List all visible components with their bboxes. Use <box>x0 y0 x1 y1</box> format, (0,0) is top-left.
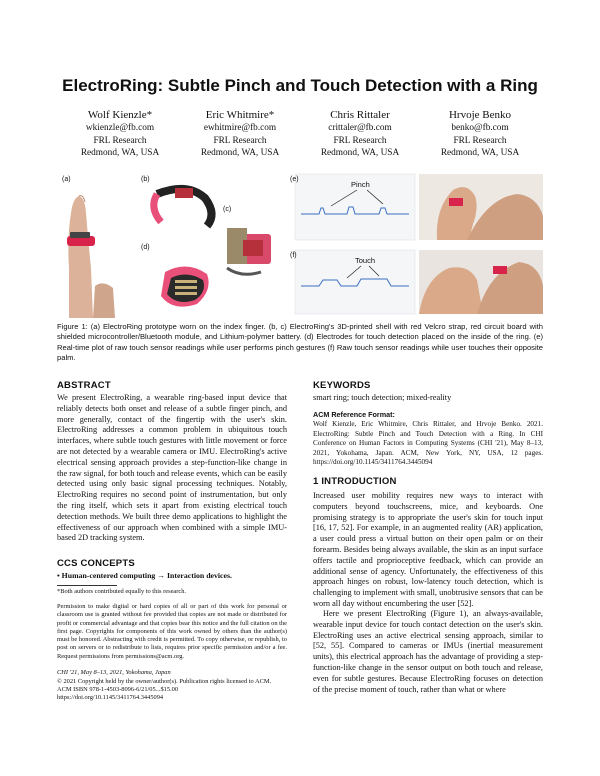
author-org: FRL Research <box>333 135 387 146</box>
reference-format-text: Wolf Kienzle, Eric Whitmire, Chris Rittaler, and Hrvoje Benko. 2021. ElectroRing: Subtle Pinch and Touch Detection with a Ring. In CHI Conference on Human Factors in Computing Systems (CHI '21), May 8–13, 2021, Yokohama, Japan. ACM, New York, NY, USA, 12 pages. https://doi.org/10.1145/3411764.3445094 <box>313 420 543 467</box>
plot-label-pinch: Pinch <box>351 180 370 189</box>
panel-e-pinch-photo <box>419 174 543 240</box>
author-block-3 <box>300 108 420 160</box>
panel-label-c: (c) <box>223 206 232 213</box>
panel-label-f: (f) <box>290 252 297 259</box>
author-name: Eric Whitmire* <box>205 109 275 121</box>
author-block-1 <box>60 108 180 160</box>
keywords-heading: KEYWORDS <box>313 380 371 391</box>
author-block-2 <box>180 108 300 160</box>
author-org: FRL Research <box>93 135 147 146</box>
introduction-paragraph-1: Increased user mobility requires new ways to interact with computers beyond touchscreens, mice, and keyboards. One promising strategy is to appropriate the user's skin for touch input [16, 17, 52]. For example, in an augmented reality (AR) application, a user could press a virtual button on their open palm or on their forearm. Besides being always available, the skin as an input surface offers tactile and proprioceptive feedback, which can provide an additional sense of agency. Unfortunately, the effectiveness of this approach hinges on robust, low-latency touch detection, which is challenging to implement with small, unobtrusive sensors that can be worn all day without encumbering the user [52]. <box>313 491 543 608</box>
panel-d-electrodes <box>161 266 209 306</box>
author-email: crittaler@fb.com <box>328 123 392 133</box>
author-location: Redmond, WA, USA <box>440 148 520 158</box>
figure-caption: Figure 1: (a) ElectroRing prototype worn on the index finger. (b, c) ElectroRing's 3D-printed shell with red Velcro strap, red circuit board with shielded microcontroller/Bluetooth module, and Lithium-polymer battery. (d) Electrodes for touch detection placed on the inside of the ring. (e) Real-time plot of raw touch sensor readings while user performs pinch gestures (f) Raw touch sensor readings while user touches their opposite palm. <box>57 322 543 362</box>
author-email: benko@fb.com <box>451 123 509 133</box>
panel-label-a: (a) <box>62 176 71 183</box>
ccs-text: • Human-centered computing → Interaction devices. <box>57 571 232 580</box>
author-email: wkienzle@fb.com <box>85 123 155 133</box>
abstract-heading: ABSTRACT <box>57 380 111 391</box>
author-org: FRL Research <box>213 135 267 146</box>
panel-b-ring-shell <box>154 188 212 226</box>
figure-1-panels <box>57 168 543 318</box>
permission-notice: Permission to make digital or hard copies of all or part of this work for personal or classroom use is granted without fee provided that copies are not made or distributed for profit or commercial advantage and that copies bear this notice and the full citation on the first page. Copyrights for components of this work owned by others than the author(s) must be honored. Abstracting with credit is permitted. To copy otherwise, or republish, to post on servers or to redistribute to lists, requires prior specific permission and/or a fee. Request permissions from permissions@acm.org. <box>57 603 287 660</box>
author-name: Chris Rittaler <box>330 109 390 121</box>
panel-f-touch-photo <box>419 250 543 314</box>
isbn-line: ACM ISBN 978-1-4503-8096-6/21/05...$15.00 <box>57 686 179 693</box>
author-name: Wolf Kienzle* <box>87 109 153 121</box>
author-email: ewhitmire@fb.com <box>203 123 277 133</box>
abstract-text: We present ElectroRing, a wearable ring-based input device that reliably detects both onset and release of a subtle finger pinch, and more generally, contact of the fingertip with the user's skin. ElectroRing addresses a common problem in ubiquitous touch interfaces, where subtle touch gestures with little movement or force are not detected by a wearable camera or IMU. ElectroRing's active electrical sensing approach provides a step-function-like change in the raw signal, for both touch and release events, which can be easily detected using only basic signal processing techniques. Notably, ElectroRing requires no second point of instrumentation, but only the ring itself, which sets it apart from existing electrical touch detection methods. We built three demo applications to highlight the effectiveness of our approach when combined with a simple IMU-based 2D tracking system. <box>57 393 287 543</box>
copyright-line: © 2021 Copyright held by the owner/author(s). Publication rights licensed to ACM. <box>57 678 272 685</box>
venue-line: CHI '21, May 8–13, 2021, Yokohama, Japan <box>57 669 171 676</box>
author-location: Redmond, WA, USA <box>80 148 160 158</box>
author-block-4 <box>420 108 540 160</box>
ccs-heading: CCS CONCEPTS <box>57 558 135 569</box>
figure-1 <box>57 168 543 318</box>
doi-link[interactable]: https://doi.org/10.1145/3411764.3445094 <box>57 694 164 701</box>
introduction-paragraph-2: Here we present ElectroRing (Figure 1), an always-available, wearable input device for touch contact detection on the user's skin. ElectroRing uses an active electrical sensing approach, similar to [52, 55]. Compared to cameras or IMUs (inertial measurement units), this electrical approach has the advantage of providing a step-function-like change in the sensor output on both touch and release, even for subtle gestures. Because ElectroRing focuses on detection of the precise moment of touch, rather than what or where <box>313 609 543 694</box>
plot-label-touch: Touch <box>355 256 376 265</box>
author-name: Hrvoje Benko <box>448 109 511 121</box>
author-location: Redmond, WA, USA <box>200 148 280 158</box>
panel-c-circuit <box>227 228 271 274</box>
panel-label-b: (b) <box>141 176 150 183</box>
panel-a-finger-ring <box>67 196 115 318</box>
paper-title: ElectroRing: Subtle Pinch and Touch Detection with a Ring <box>62 76 538 95</box>
footnote-divider <box>57 585 117 586</box>
author-org: FRL Research <box>453 135 507 146</box>
introduction-heading: 1 INTRODUCTION <box>313 476 397 487</box>
author-location: Redmond, WA, USA <box>320 148 400 158</box>
panel-label-e: (e) <box>290 176 299 183</box>
panel-label-d: (d) <box>141 244 150 251</box>
reference-format-heading: ACM Reference Format: <box>313 410 395 419</box>
footnote: *Both authors contributed equally to this research. <box>57 588 187 595</box>
keywords-text: smart ring; touch detection; mixed-reality <box>313 393 452 402</box>
